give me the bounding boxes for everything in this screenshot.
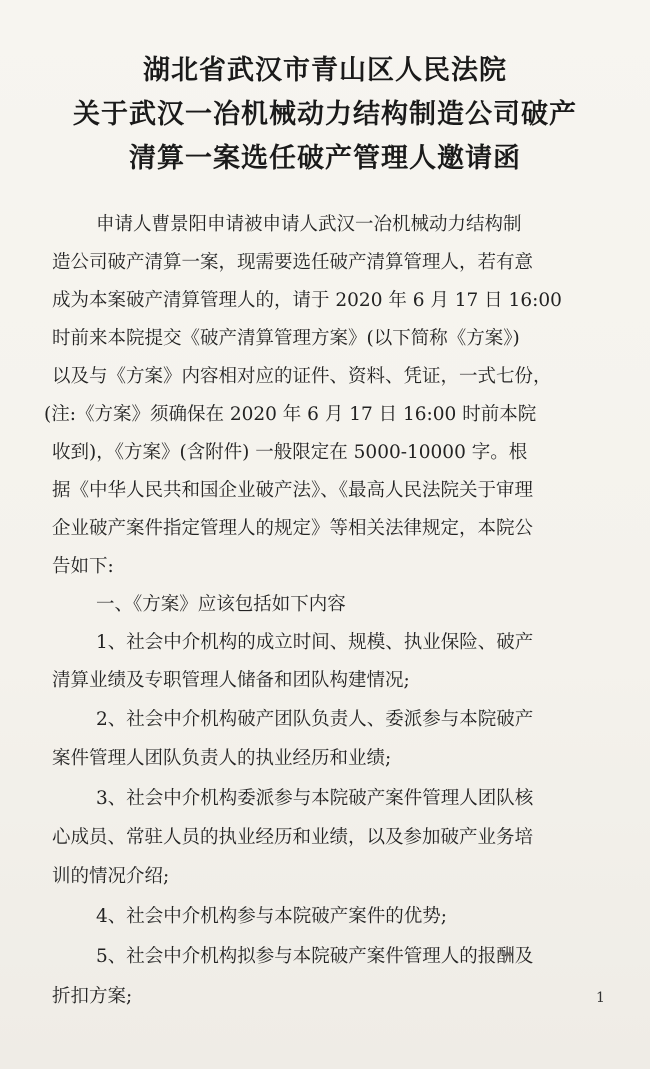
list-item-4: 4、社会中介机构参与本院破产案件的优势; <box>96 906 448 927</box>
body-line-6: (注:《方案》须确保在 2020 年 6 月 17 日 16:00 时前本院 <box>44 404 537 425</box>
list-item-3-line-3: 训的情况介绍; <box>52 866 170 887</box>
list-item-3-line-2: 心成员、常驻人员的执业经历和业绩，以及参加破产业务培 <box>52 827 534 848</box>
list-item-3-line-1: 3、社会中介机构委派参与本院破产案件管理人团队核 <box>96 788 534 809</box>
body-line-2: 造公司破产清算一案，现需要选任破产清算管理人，若有意 <box>52 252 534 273</box>
list-item-5-line-2: 折扣方案; <box>52 986 133 1007</box>
body-line-8: 据《中华人民共和国企业破产法》、《最高人民法院关于审理 <box>52 480 534 501</box>
list-item-2-line-2: 案件管理人团队负责人的执业经历和业绩; <box>52 748 392 769</box>
list-item-5-line-1: 5、社会中介机构拟参与本院破产案件管理人的报酬及 <box>96 946 534 967</box>
list-item-2-line-1: 2、社会中介机构破产团队负责人、委派参与本院破产 <box>96 709 534 730</box>
body-line-10: 告如下: <box>52 556 114 577</box>
body-line-7: 收到)，《方案》(含附件) 一般限定在 5000-10000 字。根 <box>52 442 528 463</box>
title-line-2: 关于武汉一冶机械动力结构制造公司破产 <box>73 99 577 130</box>
body-line-5: 以及与《方案》内容相对应的证件、资料、凭证，一式七份， <box>52 366 552 387</box>
title-line-3: 清算一案选任破产管理人邀请函 <box>129 143 521 174</box>
body-line-9: 企业破产案件指定管理人的规定》等相关法律规定，本院公 <box>52 518 534 539</box>
section-heading: 一、《方案》应该包括如下内容 <box>96 594 346 615</box>
title-line-1: 湖北省武汉市青山区人民法院 <box>143 55 507 86</box>
page-number: 1 <box>596 990 605 1006</box>
body-line-3: 成为本案破产清算管理人的，请于 2020 年 6 月 17 日 16:00 <box>52 290 562 311</box>
body-line-4: 时前来本院提交《破产清算管理方案》(以下简称《方案》) <box>52 328 520 349</box>
body-line-1: 申请人曹景阳申请被申请人武汉一冶机械动力结构制 <box>96 214 522 235</box>
list-item-1-line-1: 1、社会中介机构的成立时间、规模、执业保险、破产 <box>96 632 534 653</box>
list-item-1-line-2: 清算业绩及专职管理人储备和团队构建情况; <box>52 670 410 691</box>
